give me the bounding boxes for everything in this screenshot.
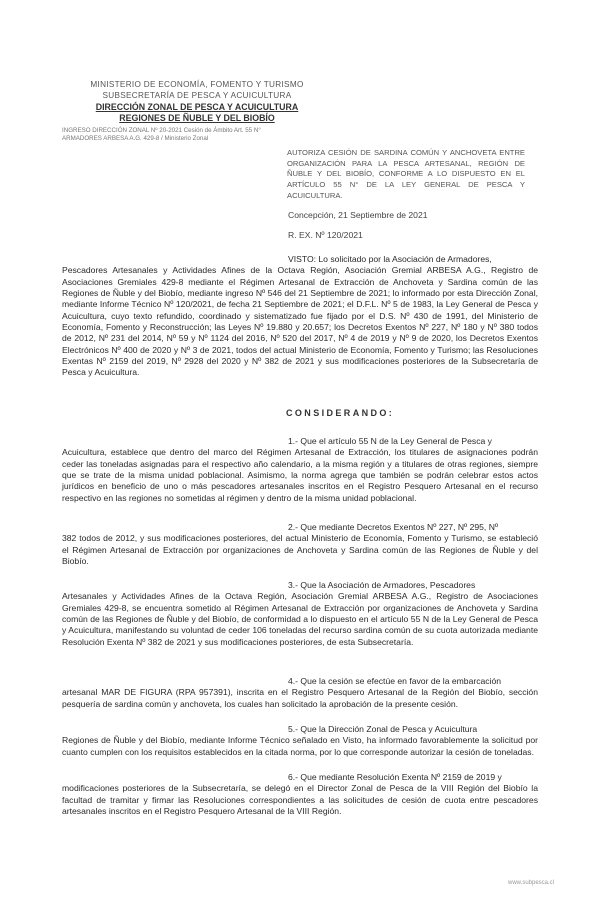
considerando-lead: 3.- Que la Asociación de Armadores, Pescadores (288, 580, 476, 590)
letterhead (82, 80, 312, 125)
considerando-lead: 1.- Que el artículo 55 N de la Ley General de Pesca y (288, 436, 492, 446)
reference-lines (62, 127, 302, 144)
considerando-6 (62, 772, 538, 817)
considerando-body: Acuicultura, establece que dentro del marco del Régimen Artesanal de Extracción, los titulares de asignaciones podrán ceder las toneladas asignadas para el respectivo año calendario, a la misma región y a titulares de otras regiones, siempre que se trate de la misma unidad poblacional. Asimismo, la norma agrega que también se podrán celebrar estos actos jurídicos en beneficio de uno o más pescadores artesanales inscritos en el Registro Pesquero Artesanal en el recurso respectivo en las regiones no sometidas al régimen y dentro de la misma unidad poblacional. (62, 447, 538, 503)
considerando-3 (62, 580, 538, 648)
ministry-name: MINISTERIO DE ECONOMÍA, FOMENTO Y TURISMO (90, 80, 304, 89)
considerando-5 (62, 724, 538, 758)
considerando-lead: 6.- Que mediante Resolución Exenta Nº 2159 de 2019 y (288, 772, 502, 782)
resolution-number: R. EX. Nº 120/2021 (288, 230, 363, 240)
considerando-1 (62, 436, 538, 504)
resolution-summary: AUTORIZA CESIÓN DE SARDINA COMÚN Y ANCHOVETA ENTRE ORGANIZACIÓN PARA LA PESCA ARTESANAL, REGIÓN DE ÑUBLE Y DEL BIOBÍO, CONFORME A LO DISPUESTO EN EL ARTÍCULO 55 N° DE LA LEY GENERAL DE PESCA Y ACUICULTURA. (287, 148, 525, 200)
considerando-body: artesanal MAR DE FIGURA (RPA 957391), inscrita en el Registro Pesquero Artesanal de la Región del Biobío, sección pesquería de sardina común y anchoveta, los cuales han solicitado la aprobación de la presente cesión. (62, 687, 538, 709)
considerando-lead: 5.- Que la Dirección Zonal de Pesca y Acuicultura (288, 724, 478, 734)
direccion-zonal: DIRECCIÓN ZONAL DE PESCA Y ACUICULTURA (95, 101, 299, 112)
subsecretaria-name: SUBSECRETARÍA DE PESCA Y ACUICULTURA (102, 90, 292, 100)
visto-body: Pescadores Artesanales y Actividades Afines de la Octava Región, Asociación Gremial ARBESA A.G., Registro de Asociaciones Gremiales 429-8 mediante el Régimen Artesanal de Extracción de Anchoveta y Sardina común de las Regiones de Ñuble y del Biobío, mediante ingreso Nº 546 del 21 Septiembre de 2021; lo informado por esta Dirección Zonal, mediante Informe Técnico Nº 120/2021, de fecha 21 Septiembre de 2021; el D.F.L. Nº 5 de 1983, la Ley General de Pesca y Acuicultura, cuyo texto refundido, coordinado y sistematizado fue fijado por el D.S. Nº 430 de 1991, del Ministerio de Economía, Fomento y Reconstrucción; las Leyes Nº 19.880 y 20.657; los Decretos Exentos Nº 227, Nº 180 y Nº 380 todos de 2012, Nº 231 del 2014, Nº 59 y Nº 1124 del 2016, Nº 520 del 2017, Nº 4 de 2019 y Nº 9 de 2020, los Decretos Exentos Electrónicos Nº 400 de 2020 y Nº 3 de 2021, todos del actual Ministerio de Economía, Fomento y Turismo; las Resoluciones Exentas Nº 2159 del 2019, Nº 2928 del 2020 y Nº 382 de 2021 y sus modificaciones posteriores de la Subsecretaría de Pesca y Acuicultura. (62, 265, 538, 378)
considerando-2 (62, 522, 538, 567)
considerando-lead: 2.- Que mediante Decretos Exentos Nº 227, Nº 295, Nº (288, 522, 499, 532)
regiones-heading: REGIONES DE ÑUBLE Y DEL BIOBÍO (119, 113, 275, 124)
considerando-4 (62, 676, 538, 710)
considerando-body: modificaciones posteriores de la Subsecretaría, se delegó en el Director Zonal de Pesca de la VIII Región del Biobío la facultad de tramitar y firmar las Resoluciones correspondientes a las solicitudes de cesión de cuota entre pescadores artesanales inscritos en el Registro Pesquero Artesanal de la VIII Región. (62, 783, 538, 817)
reference-line-2: ARMADORES ARBESA A.G. 429-8 / Ministerio Zonal (62, 135, 209, 143)
reference-line-1: INGRESO DIRECCIÓN ZONAL Nº 20-2021 Cesión de Ámbito Art. 55 N° (62, 127, 261, 134)
considerando-body: Regiones de Ñuble y del Biobío, mediante Informe Técnico señalado en Visto, ha informado favorablemente la solicitud por cuanto cumplen con los requisitos establecidos en la citada norma, por lo que corresponde autorizar la cesión de toneladas. (62, 735, 538, 757)
visto-section (62, 254, 538, 379)
footer-url: www.subpesca.cl (508, 880, 555, 886)
considerando-heading: CONSIDERANDO: (286, 408, 395, 418)
considerando-body: Artesanales y Actividades Afines de la Octava Región, Asociación Gremial ARBESA A.G., Registro de Asociaciones Gremiales 429-8, se encuentra sometido al Régimen Artesanal de Extracción por organizaciones de Anchoveta y Sardina común de las Regiones de Ñuble y del Biobío, de conformidad a lo dispuesto en el artículo 55 N de la Ley General de Pesca y Acuicultura, manifestando su voluntad de ceder 106 toneladas del recurso sardina común de su cuota autorizada mediante Resolución Exenta Nº 382 de 2021 y sus modificaciones posteriores, de esta Subsecretaría. (62, 591, 538, 647)
considerando-body: 382 todos de 2012, y sus modificaciones posteriores, del actual Ministerio de Economía, Fomento y Turismo, se estableció el Régimen Artesanal de Extracción por organizaciones de Anchoveta y Sardina común de las Regiones de Ñuble y del Biobío. (62, 533, 538, 567)
resolution-date: Concepción, 21 Septiembre de 2021 (288, 210, 428, 220)
visto-first-line: VISTO: Lo solicitado por la Asociación de Armadores, (288, 254, 492, 264)
considerando-lead: 4.- Que la cesión se efectúe en favor de la embarcación (288, 676, 502, 686)
